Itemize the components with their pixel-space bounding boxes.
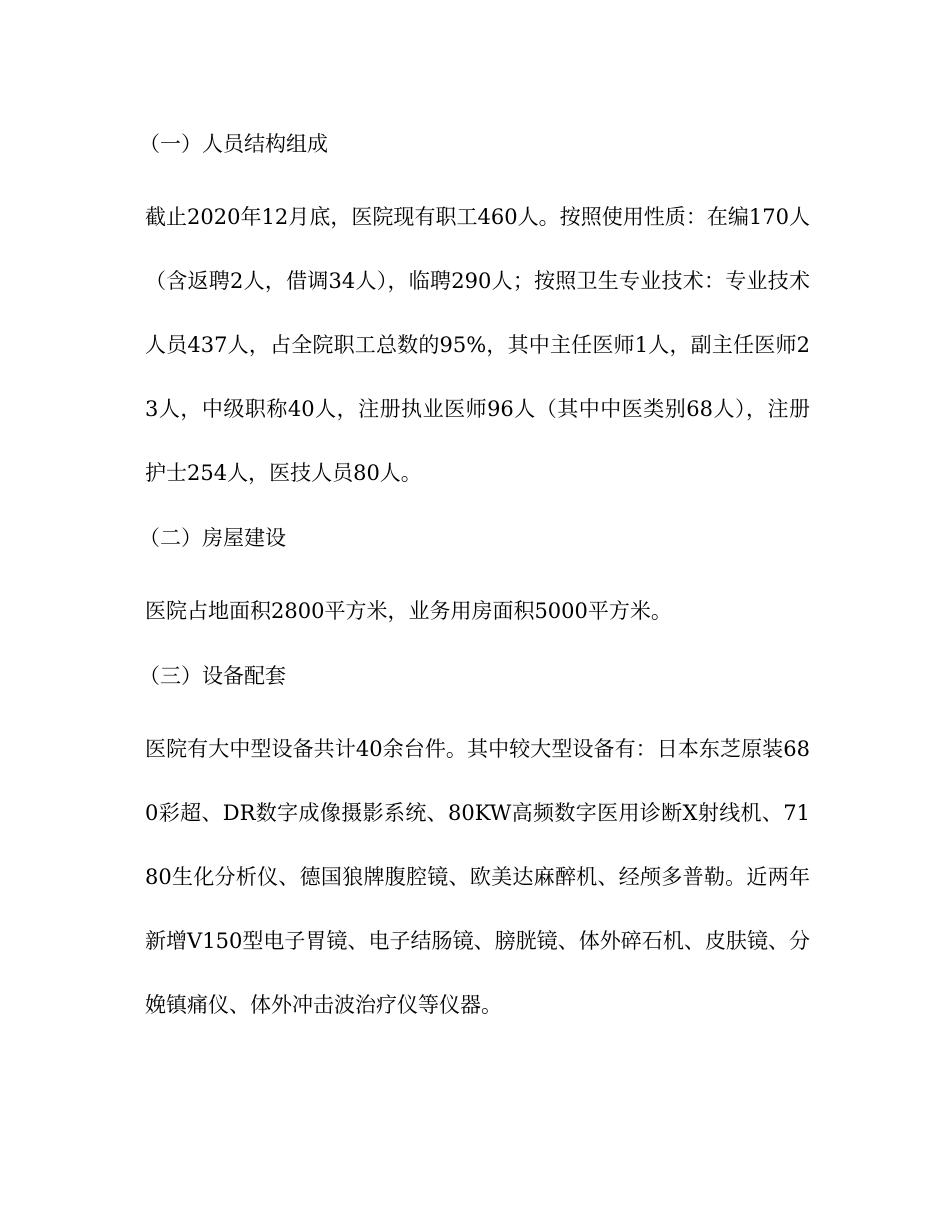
section-heading-personnel: （一）人员结构组成 [139,132,328,156]
document-body [139,125,810,1032]
section-heading-equipment: （三）设备配套 [139,664,286,688]
section-paragraph-buildings: 医院占地面积2800平方米，业务用房面积5000平方米。 [145,599,672,623]
section-heading-buildings: （二）房屋建设 [139,526,286,550]
section-paragraph-personnel: 截止2020年12月底，医院现有职工460人。按照使用性质：在编170人（含返聘2人，借调34人），临聘290人；按照卫生专业技术：专业技术人员437人，占全院职工总数的95%，其中主任医师1人，副主任医师23人，中级职称40人，注册执业医师96人（其中中医类别68人），注册护士254人，医技人员80人。 [145,205,810,485]
section-paragraph-equipment: 医院有大中型设备共计40余台件。其中较大型设备有：日本东芝原装680彩超、DR数字成像摄影系统、80KW高频数字医用诊断X射线机、7180生化分析仪、德国狼牌腹腔镜、欧美达麻醉机、经颅多普勒。近两年新增V150型电子胃镜、电子结肠镜、膀胱镜、体外碎石机、皮肤镜、分娩镇痛仪、体外冲击波治疗仪等仪器。 [145,737,810,1017]
